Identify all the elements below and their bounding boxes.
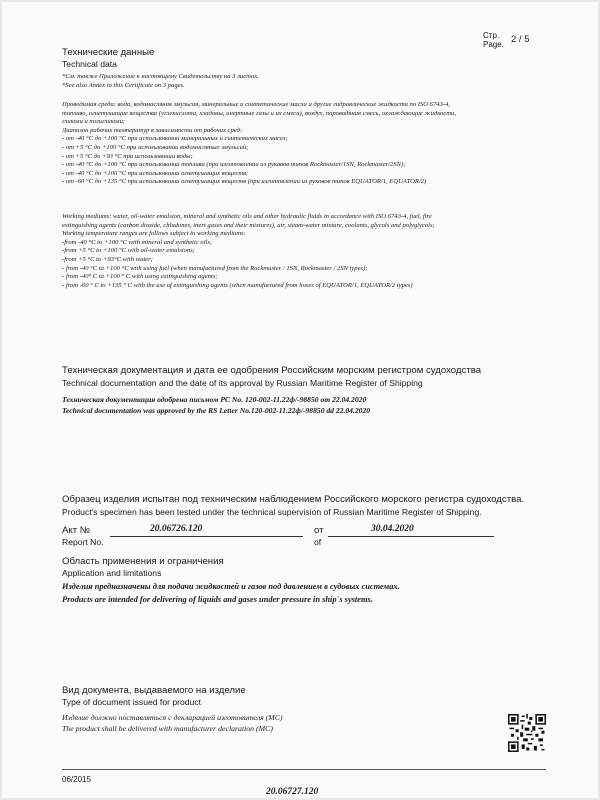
certificate-number: 20.06727.120	[266, 787, 319, 797]
technical-data-title-en: Technical data	[62, 59, 117, 69]
document-type-text-en: The product shall be delivered with manufacturer declaration (МС)	[62, 724, 273, 733]
annex-note-ru: *См. также Приложение к настоящему Свидетельству на 3 листах.	[62, 73, 259, 80]
tech-doc-approval-ru: Техническая документация одобрена письмом РС No. 120-002-11.22ф/-98850 от 22.04.2020	[62, 395, 367, 404]
certificate-page	[2, 2, 598, 798]
tech-line-ru: - от -40 °С до +100 °С при использовании огнетушащих веществ;	[62, 169, 249, 177]
tech-doc-title-ru: Техническая документация и дата ее одобрения Российским морским регистром судоходства	[62, 365, 482, 376]
tech-line-ru: - от -40 °С до +100 °С при использовании минеральных и синтетических масел;	[62, 135, 288, 143]
document-type-title-ru: Вид документа, выдаваемого на изделие	[62, 685, 246, 696]
application-text-ru: Изделия предназначены для подачи жидкостей и газов под давлением в судовых системах.	[62, 582, 400, 591]
report-date-underline	[328, 536, 494, 537]
tech-line-en: - from -40° C to +100 ° C with using extinguishing agents;	[62, 273, 218, 281]
tech-doc-approval-en: Technical documentation was approved by the RS Letter No.120-002-11.22ф/-98850 dd 22.04.2020	[62, 406, 371, 415]
specimen-tested-ru: Образец изделия испытан под техническим наблюдением Российского морского регистра судоходства.	[62, 494, 525, 505]
report-number-underline	[110, 536, 303, 537]
report-of-en: of	[314, 537, 322, 547]
report-date: 30.04.2020	[371, 524, 414, 534]
tech-line-en: extinguishing agents (carbon dioxide, chladones, inert gases and their mixtures), air, steam-water mixture, coolants, glycols and polyglycols;	[62, 221, 435, 229]
page-number: 2 / 5	[511, 34, 530, 45]
report-label-en: Report No.	[62, 537, 104, 547]
qr-code-image	[508, 714, 546, 752]
tech-line-en: Working temperature ranges are follows subject to working mediums:	[62, 230, 246, 238]
specimen-tested-en: Product's specimen has been tested under the technical supervision of Russian Maritime Register of Shipping.	[62, 507, 482, 517]
report-label-ru: Акт №	[62, 525, 91, 536]
technical-data-en-block	[62, 213, 532, 290]
tech-line-ru: - от +5 °С до +100 °С при использовании водомасляных эмульсий;	[62, 143, 249, 151]
document-type-title-en: Type of document issued for product	[62, 697, 202, 707]
footer-rule	[62, 769, 546, 770]
tech-line-ru: - от -40 °С до +100 °С при использовании топлива (при изготовлении из рукавов типов Rockmaster/1SN, Rockmaster/2SN);	[62, 161, 406, 169]
document-type-text-ru: Изделие должно поставляться с декларацией изготовителя (МС)	[62, 713, 283, 722]
application-text-en: Products are intended for delivering of liquids and gases under pressure in ship`s systems.	[62, 595, 373, 604]
report-of-ru: от	[314, 525, 324, 536]
application-title-en: Application and limitations	[62, 568, 162, 578]
tech-doc-title-en: Technical documentation and the date of its approval by Russian Maritime Register of Shipping	[62, 378, 423, 388]
tech-line-ru: топливо, огнетушащие вещества (углекислота, хладоны, инертные газы и их смеси), воздух, пароводяная смесь, охлаждающие жидкости,	[62, 109, 456, 117]
tech-line-ru: гликоли и полигликоли;	[62, 118, 125, 126]
tech-line-en: -from -40 °C to +100 °C with mineral and synthetic oils;	[62, 238, 213, 246]
technical-data-ru-block	[62, 101, 532, 187]
form-date: 06/2015	[62, 775, 91, 784]
tech-line-ru: - от -60 °С до +135 °С при использовании огнетушащих веществ (при изготовлении из рукавов типов EQUATOR/1, EQUATOR/2)	[62, 178, 427, 186]
tech-line-ru: Диапазон рабочих температур в зависимости от рабочих сред:	[62, 126, 243, 134]
annex-note-en: *See also Annex to this Certificate on 3 pages.	[62, 82, 185, 89]
tech-line-ru: Проводимая среда: вода, водомасляная эмульсия, минеральные и синтетические масла и другие гидравлические жидкости по ISO 6743-4,	[62, 101, 451, 108]
tech-line-en: - from -40 °C to +100 °C with using fuel (when manufactured from the Rockmaster / 1SN, Rockmaster / 2SN types);	[62, 264, 368, 272]
report-number: 20.06726.120	[150, 524, 203, 534]
tech-line-en: -from +5 °C to +100 °C with oil-water emulsions;	[62, 247, 195, 255]
tech-line-en: - from -60 ° C to +135 ° C with the use of extinguishing agents (when manufactured from hoses of EQUATOR/1, EQUATOR/2 types)	[62, 281, 413, 289]
tech-line-ru: - от +5 °С до +93 °С при использовании воды;	[62, 152, 193, 160]
application-title-ru: Область применения и ограничения	[62, 556, 224, 567]
tech-line-en: -from +5 °C to +93°C with water;	[62, 255, 153, 263]
technical-data-title-ru: Технические данные	[62, 47, 155, 58]
page-label: Стр. Page.	[483, 31, 504, 49]
tech-line-en: Working mediums: water, oil-water emulsion, mineral and synthetic oils and other hydraulic fluids in accordance with ISO 6743-4, fuel, fire	[62, 213, 432, 220]
